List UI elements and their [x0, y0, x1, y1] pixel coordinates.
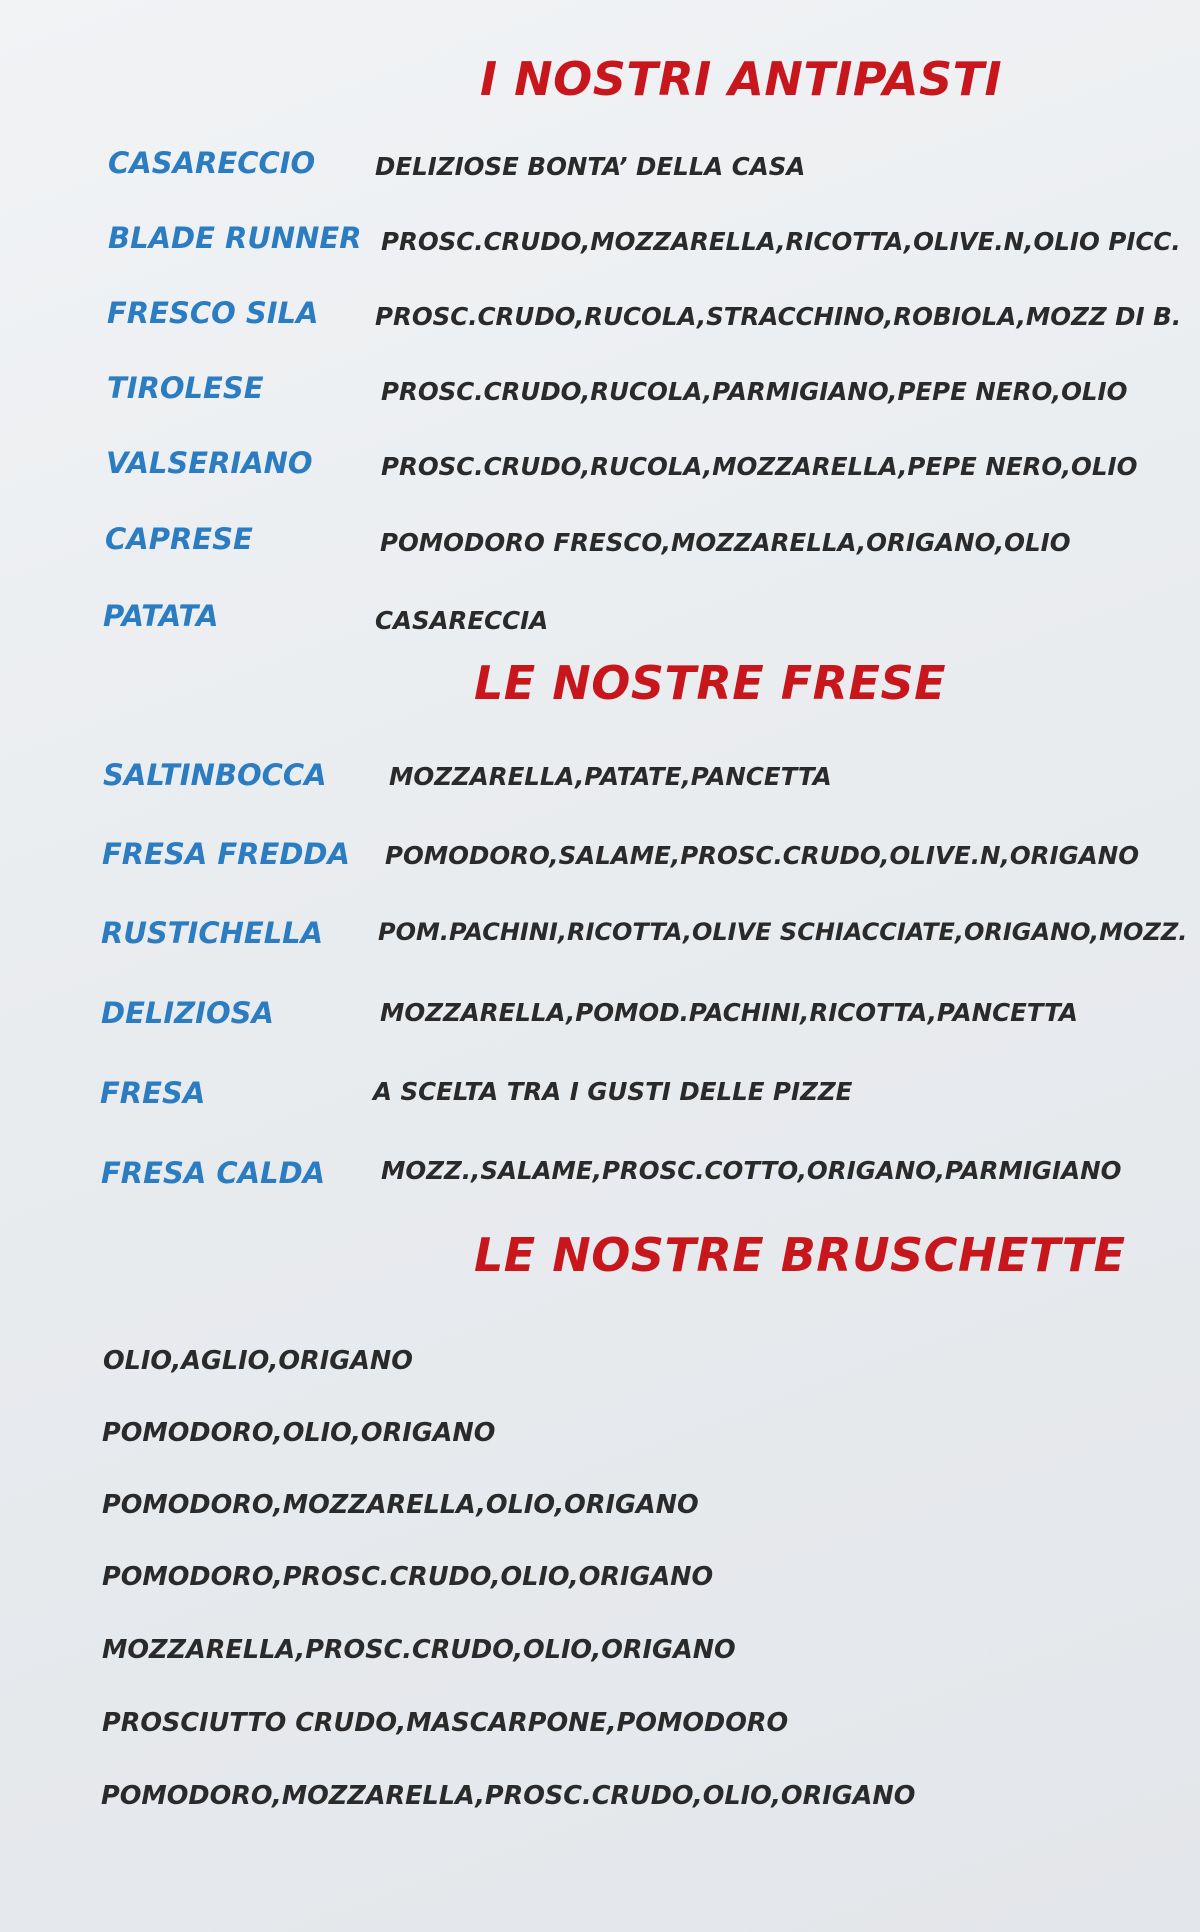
item-name: DELIZIOSA [101, 996, 274, 1030]
item-name: TIROLESE [107, 371, 264, 405]
list-item: POMODORO,MOZZARELLA,OLIO,ORIGANO [102, 1490, 699, 1520]
menu-item [0, 837, 1200, 881]
item-description: MOZZ.,SALAME,PROSC.COTTO,ORIGANO,PARMIGIANO [381, 1156, 1122, 1185]
item-name: FRESA [100, 1076, 206, 1110]
list-item: POMODORO,MOZZARELLA,PROSC.CRUDO,OLIO,ORIGANO [101, 1781, 916, 1811]
menu-item [0, 221, 1200, 265]
menu-item [0, 146, 1200, 190]
item-description: MOZZARELLA,PATATE,PANCETTA [389, 762, 832, 791]
item-name: RUSTICHELLA [101, 916, 324, 950]
menu-item [0, 1156, 1200, 1200]
menu-item [0, 446, 1200, 490]
menu-item [0, 522, 1200, 566]
item-name: CASARECCIO [108, 146, 316, 180]
menu-item [0, 599, 1200, 643]
item-name: FRESA FREDDA [102, 837, 350, 871]
item-name: SALTINBOCCA [103, 758, 327, 792]
item-name: BLADE RUNNER [108, 221, 362, 255]
section-title-bruschette: LE NOSTRE BRUSCHETTE [474, 1228, 1126, 1282]
item-description: PROSC.CRUDO,MOZZARELLA,RICOTTA,OLIVE.N,OLIO PICC. [381, 227, 1181, 256]
section-title-frese: LE NOSTRE FRESE [474, 656, 947, 710]
menu-item [0, 758, 1200, 802]
menu-item [0, 1076, 1200, 1120]
item-description: PROSC.CRUDO,RUCOLA,PARMIGIANO,PEPE NERO,OLIO [381, 377, 1128, 406]
item-name: FRESCO SILA [107, 296, 319, 330]
item-name: VALSERIANO [106, 446, 313, 480]
item-description: A SCELTA TRA I GUSTI DELLE PIZZE [373, 1077, 853, 1106]
menu-item [0, 996, 1200, 1040]
item-name: CAPRESE [105, 522, 253, 556]
menu-item [0, 296, 1200, 340]
item-name: FRESA CALDA [101, 1156, 326, 1190]
item-description: POMODORO,SALAME,PROSC.CRUDO,OLIVE.N,ORIGANO [385, 841, 1140, 870]
item-description: POMODORO FRESCO,MOZZARELLA,ORIGANO,OLIO [380, 528, 1071, 557]
list-item: POMODORO,PROSC.CRUDO,OLIO,ORIGANO [102, 1562, 714, 1592]
menu-item [0, 916, 1200, 960]
list-item: PROSCIUTTO CRUDO,MASCARPONE,POMODORO [102, 1708, 789, 1738]
item-description: PROSC.CRUDO,RUCOLA,STRACCHINO,ROBIOLA,MOZZ DI B. [375, 302, 1182, 331]
item-description: MOZZARELLA,POMOD.PACHINI,RICOTTA,PANCETTA [380, 998, 1078, 1027]
item-description: DELIZIOSE BONTA’ DELLA CASA [375, 152, 806, 181]
list-item: MOZZARELLA,PROSC.CRUDO,OLIO,ORIGANO [102, 1635, 736, 1665]
item-description: CASARECCIA [375, 606, 549, 635]
menu-item [0, 371, 1200, 415]
list-item: OLIO,AGLIO,ORIGANO [103, 1346, 413, 1376]
item-description: PROSC.CRUDO,RUCOLA,MOZZARELLA,PEPE NERO,OLIO [381, 452, 1138, 481]
section-title-antipasti: I NOSTRI ANTIPASTI [480, 52, 1003, 106]
item-name: PATATA [103, 599, 219, 633]
item-description: POM.PACHINI,RICOTTA,OLIVE SCHIACCIATE,ORIGANO,MOZZ. [378, 918, 1188, 946]
list-item: POMODORO,OLIO,ORIGANO [102, 1418, 496, 1448]
